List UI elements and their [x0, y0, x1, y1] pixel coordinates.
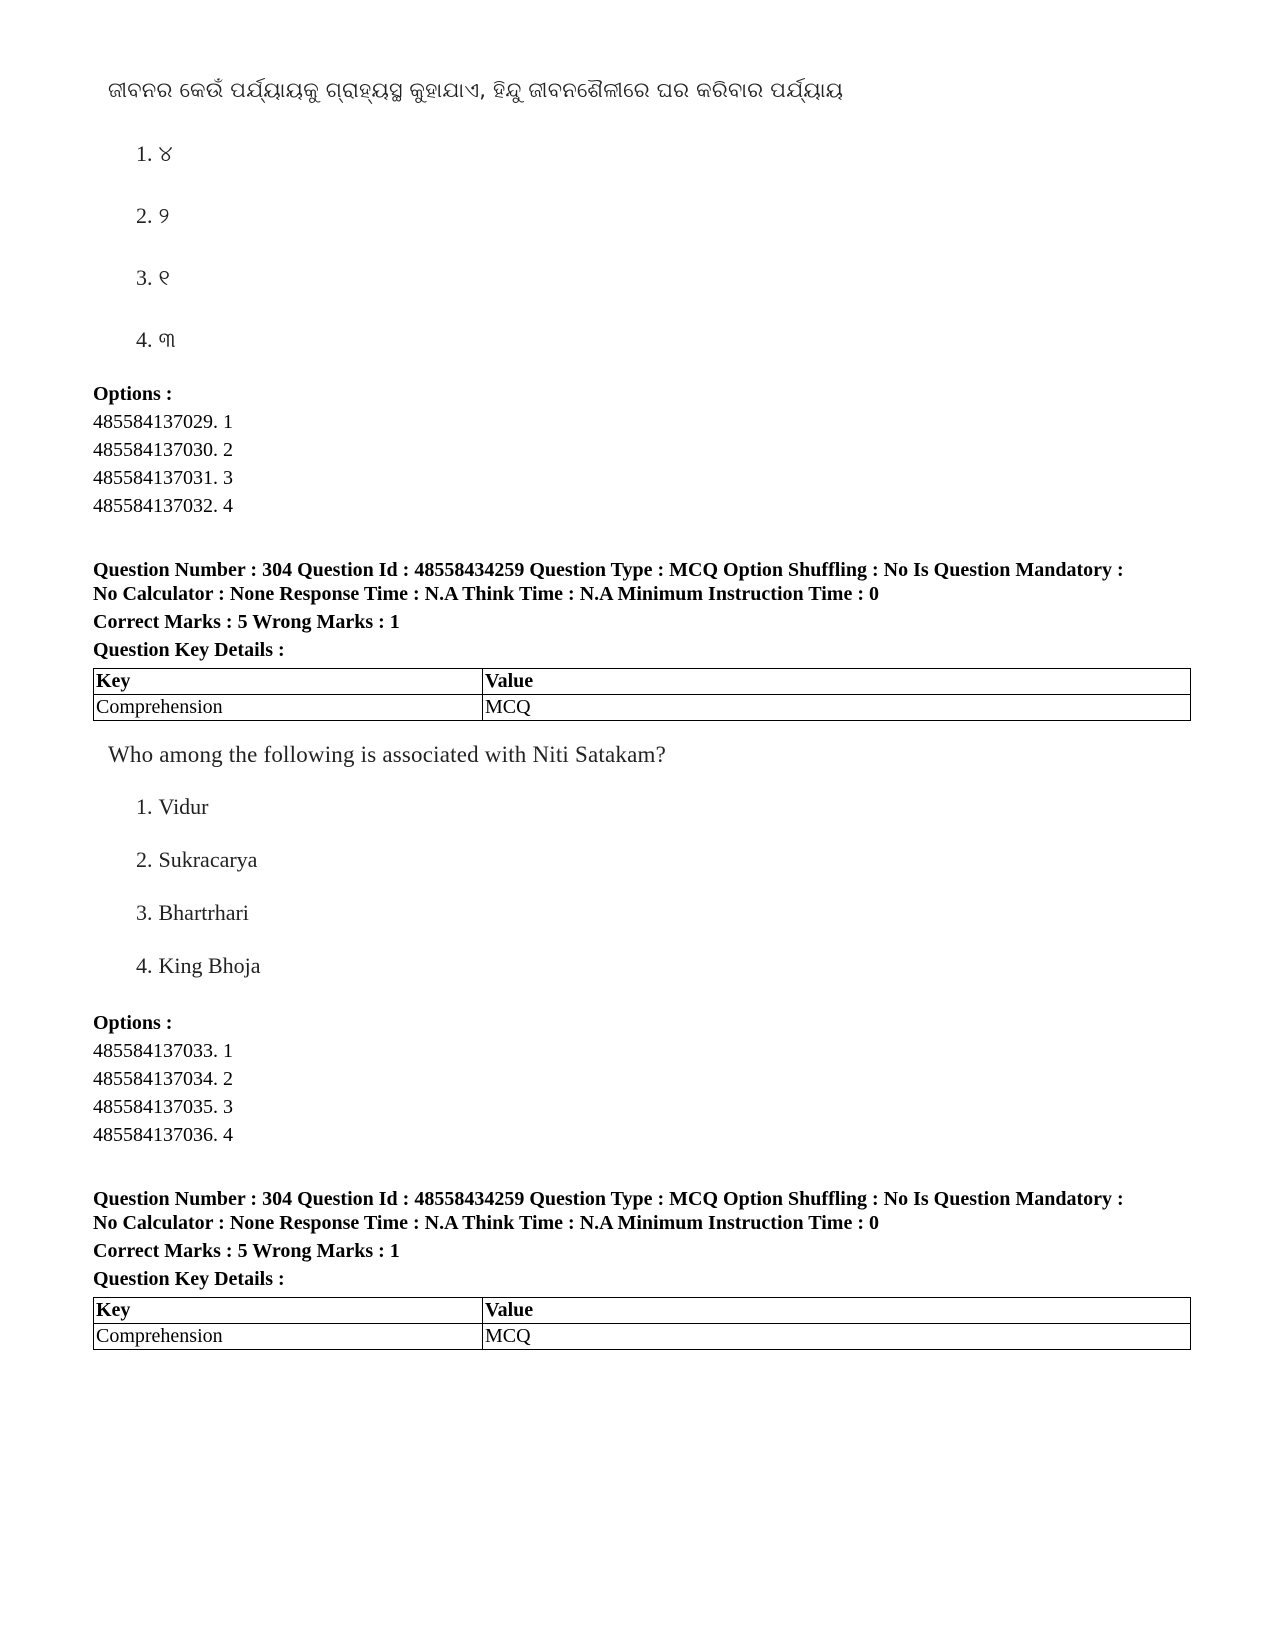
question-meta-line2: No Calculator : None Response Time : N.A Think Time : N.A Minimum Instruction Time : 0 — [93, 1212, 879, 1234]
option-id: 485584137029. 1 — [93, 411, 233, 433]
option-id: 485584137036. 4 — [93, 1124, 233, 1146]
key-details-table — [93, 1297, 1191, 1350]
table-header-value: Value — [483, 669, 1191, 695]
table-header-value: Value — [483, 1298, 1191, 1324]
choice-text: ୧ — [158, 265, 170, 290]
choice-text: King Bhoja — [158, 953, 261, 978]
key-details-table — [93, 668, 1191, 721]
choice-3 — [136, 900, 249, 926]
choice-number: 1. — [136, 794, 153, 819]
table-row — [94, 1324, 1191, 1350]
option-id: 485584137031. 3 — [93, 467, 233, 489]
question-text: ଜୀବନର କେଉଁ ପର୍ଯ୍ୟାୟକୁ ଗ୍ରାହ୍ୟସ୍ଥ କୁହାଯାଏ, ହିନ୍ଦୁ ଜୀବନଶୈଳୀରେ ଘର କରିବାର ପର୍ଯ୍ୟାୟ — [108, 78, 844, 102]
table-header-row — [94, 669, 1191, 695]
option-id: 485584137032. 4 — [93, 495, 233, 517]
table-header-row — [94, 1298, 1191, 1324]
key-details-label: Question Key Details : — [93, 1268, 285, 1290]
table-cell-key: Comprehension — [94, 695, 483, 721]
options-label: Options : — [93, 383, 173, 405]
option-id: 485584137030. 2 — [93, 439, 233, 461]
table-header-key: Key — [94, 1298, 483, 1324]
table-cell-key: Comprehension — [94, 1324, 483, 1350]
choice-number: 2. — [136, 847, 153, 872]
choice-text: ୨ — [158, 203, 170, 228]
choice-number: 3. — [136, 265, 153, 290]
question-image-odia — [108, 78, 908, 368]
choice-4 — [136, 327, 176, 353]
table-cell-value: MCQ — [483, 695, 1191, 721]
choice-text: Vidur — [158, 794, 209, 819]
question-meta — [93, 558, 1203, 606]
choice-number: 2. — [136, 203, 153, 228]
choice-2 — [136, 847, 257, 873]
question-meta-line1: Question Number : 304 Question Id : 48558434259 Question Type : MCQ Option Shuffling : No Is Question Mandatory : — [93, 559, 1124, 581]
question-text: Who among the following is associated with Niti Satakam? — [108, 742, 666, 767]
choice-3 — [136, 265, 170, 291]
marks-line: Correct Marks : 5 Wrong Marks : 1 — [93, 1240, 400, 1262]
choice-4 — [136, 953, 261, 979]
key-details-label: Question Key Details : — [93, 639, 285, 661]
choice-text: ୪ — [158, 141, 173, 166]
marks-line: Correct Marks : 5 Wrong Marks : 1 — [93, 611, 400, 633]
choice-text: Sukracarya — [158, 847, 258, 872]
choice-1 — [136, 141, 173, 167]
choice-number: 4. — [136, 327, 153, 352]
table-row — [94, 695, 1191, 721]
choice-text: ୩ — [158, 327, 176, 352]
question-meta-line2: No Calculator : None Response Time : N.A Think Time : N.A Minimum Instruction Time : 0 — [93, 583, 879, 605]
choice-2 — [136, 203, 169, 229]
option-id: 485584137035. 3 — [93, 1096, 233, 1118]
choice-number: 4. — [136, 953, 153, 978]
choice-1 — [136, 794, 209, 820]
choice-text: Bhartrhari — [158, 900, 249, 925]
option-id: 485584137033. 1 — [93, 1040, 233, 1062]
options-label: Options : — [93, 1012, 173, 1034]
question-meta-line1: Question Number : 304 Question Id : 48558434259 Question Type : MCQ Option Shuffling : No Is Question Mandatory : — [93, 1188, 1124, 1210]
choice-number: 1. — [136, 141, 153, 166]
question-meta — [93, 1187, 1203, 1235]
table-header-key: Key — [94, 669, 483, 695]
choice-number: 3. — [136, 900, 153, 925]
option-id: 485584137034. 2 — [93, 1068, 233, 1090]
question-image-english — [108, 742, 808, 992]
table-cell-value: MCQ — [483, 1324, 1191, 1350]
